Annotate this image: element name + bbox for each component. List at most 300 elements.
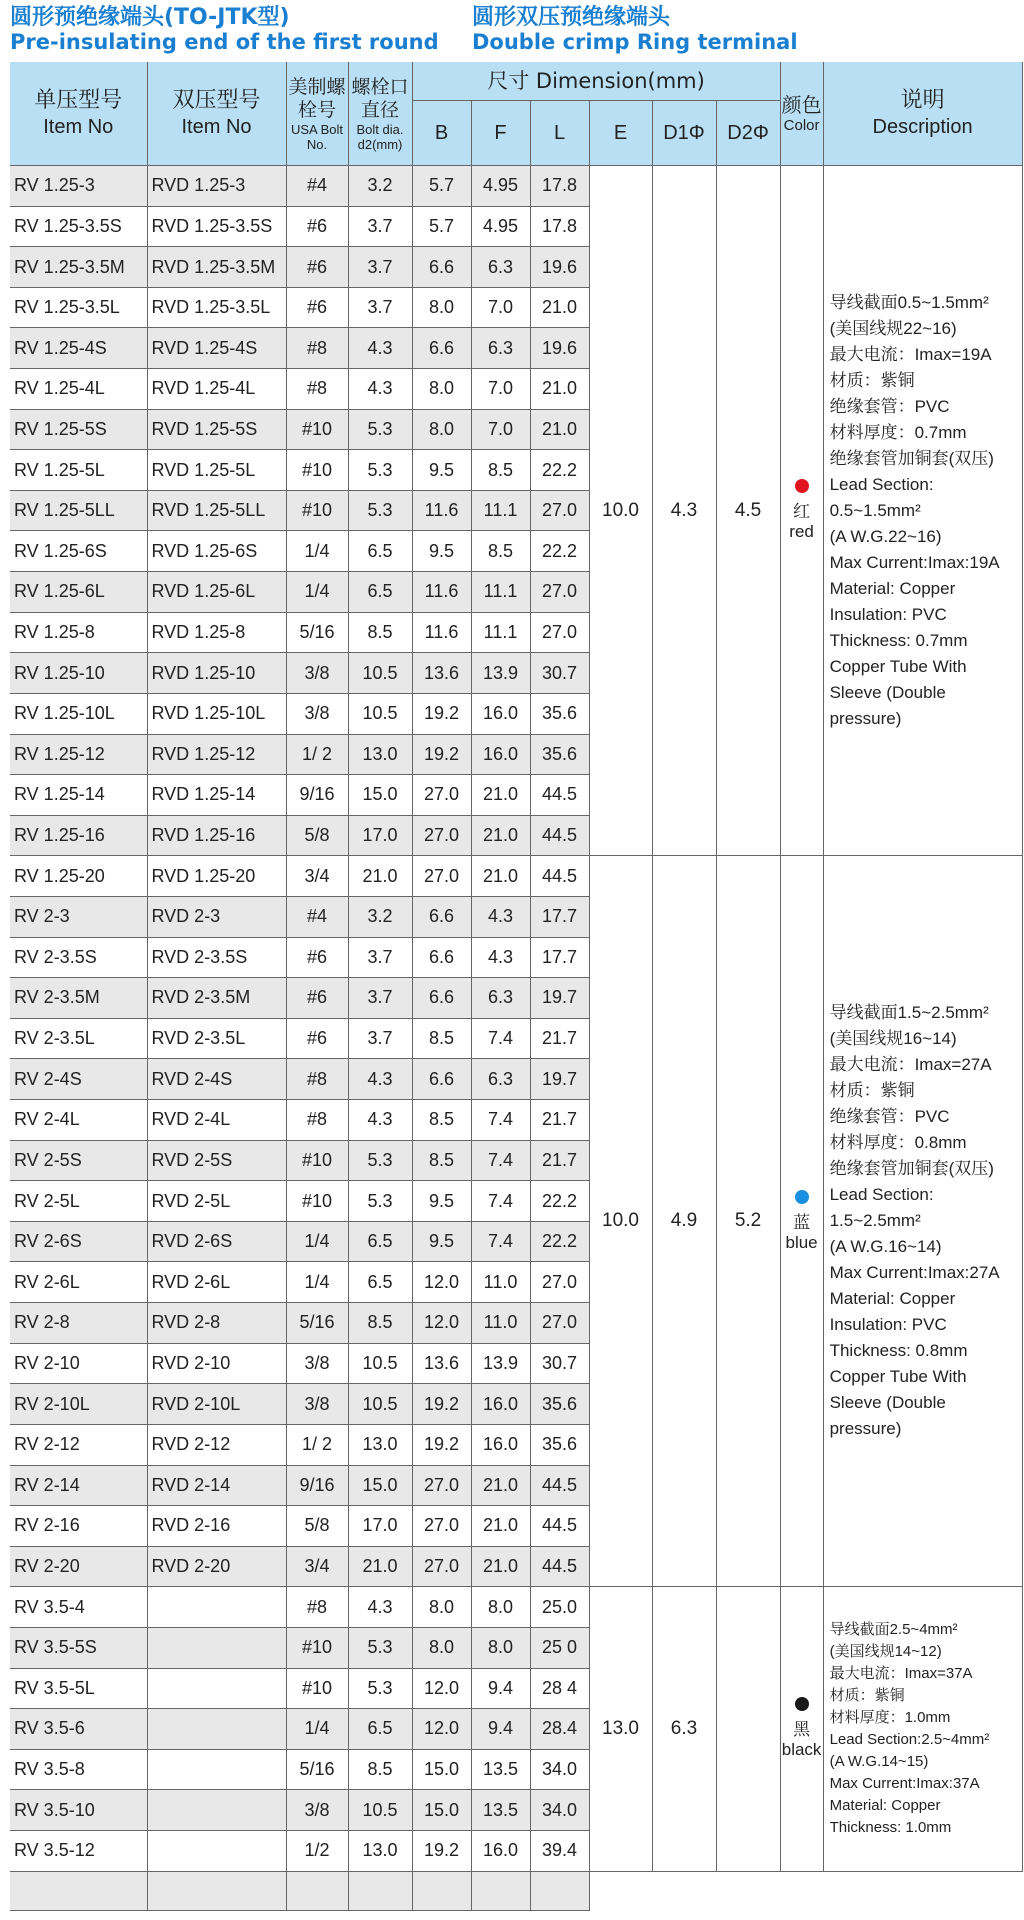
single-item-cell: RV 3.5-5S <box>10 1627 147 1668</box>
f-cell: 7.4 <box>471 1018 530 1059</box>
description-line: 1.5~2.5mm² <box>829 1211 921 1231</box>
filler-cell <box>10 1871 147 1910</box>
l-cell: 19.7 <box>530 1059 589 1100</box>
single-item-cell: RV 2-4L <box>10 1100 147 1141</box>
double-item-cell: RVD 1.25-5S <box>147 409 286 450</box>
description-line: Thickness: 0.7mm <box>829 630 968 650</box>
description-line: Copper Tube With <box>829 1367 967 1387</box>
l-cell: 21.0 <box>530 287 589 328</box>
b-cell: 12.0 <box>412 1668 471 1709</box>
usa-bolt-cell: 5/8 <box>286 1506 348 1547</box>
bolt-dia-cell: 5.3 <box>348 1627 412 1668</box>
b-cell: 11.6 <box>412 612 471 653</box>
f-cell: 21.0 <box>471 815 530 856</box>
usa-bolt-cell: #8 <box>286 1100 348 1141</box>
double-item-cell: RVD 2-10L <box>147 1384 286 1425</box>
bolt-dia-cell: 15.0 <box>348 775 412 816</box>
f-cell: 6.3 <box>471 328 530 369</box>
color-cell <box>780 1587 823 1871</box>
f-cell: 4.95 <box>471 166 530 207</box>
double-item-cell: RVD 1.25-16 <box>147 815 286 856</box>
l-cell: 19.6 <box>530 247 589 288</box>
description-line: Material: Copper <box>829 578 956 598</box>
color-label-cn: 红 <box>793 502 811 522</box>
description-line: Material: Copper <box>829 1289 956 1309</box>
f-cell: 7.0 <box>471 369 530 410</box>
description-line: 绝缘套管加铜套(双压) <box>829 1159 994 1179</box>
left-title-cn: 圆形预绝缘端头(TO-JTK型) <box>10 5 290 30</box>
double-item-cell: RVD 1.25-4S <box>147 328 286 369</box>
l-cell: 44.5 <box>530 1465 589 1506</box>
l-cell: 35.6 <box>530 1424 589 1465</box>
header-l: L <box>530 101 589 166</box>
usa-bolt-cell: #4 <box>286 896 348 937</box>
double-item-cell: RVD 2-3 <box>147 896 286 937</box>
description-line: 材料厚度：0.8mm <box>829 1133 967 1153</box>
bolt-dia-cell: 10.5 <box>348 1343 412 1384</box>
header-description: 说明 Description <box>823 62 1022 166</box>
b-cell: 15.0 <box>412 1749 471 1790</box>
usa-bolt-cell: 5/8 <box>286 815 348 856</box>
b-cell: 19.2 <box>412 693 471 734</box>
usa-bolt-cell: #10 <box>286 409 348 450</box>
l-cell: 39.4 <box>530 1830 589 1871</box>
f-cell: 21.0 <box>471 1465 530 1506</box>
l-cell: 17.8 <box>530 166 589 207</box>
single-item-cell: RV 1.25-3.5L <box>10 287 147 328</box>
b-cell: 9.5 <box>412 1181 471 1222</box>
single-item-cell: RV 2-16 <box>10 1506 147 1547</box>
usa-bolt-cell: 5/16 <box>286 1749 348 1790</box>
single-item-cell: RV 1.25-3.5M <box>10 247 147 288</box>
usa-bolt-cell: 1/4 <box>286 1262 348 1303</box>
description-line: Insulation: PVC <box>829 1315 947 1335</box>
l-cell: 21.7 <box>530 1018 589 1059</box>
double-item-cell: RVD 1.25-5L <box>147 450 286 491</box>
single-item-cell: RV 3.5-6 <box>10 1709 147 1750</box>
single-item-cell: RV 2-10L <box>10 1384 147 1425</box>
b-cell: 15.0 <box>412 1790 471 1831</box>
color-cell <box>780 166 823 856</box>
double-item-cell: RVD 1.25-5LL <box>147 490 286 531</box>
bolt-dia-cell: 5.3 <box>348 1668 412 1709</box>
double-item-cell: RVD 1.25-6S <box>147 531 286 572</box>
double-item-cell: RVD 1.25-12 <box>147 734 286 775</box>
description-line: 材料厚度：0.7mm <box>829 422 967 442</box>
b-cell: 12.0 <box>412 1709 471 1750</box>
usa-bolt-cell: #10 <box>286 490 348 531</box>
bolt-dia-cell: 17.0 <box>348 1506 412 1547</box>
description-line: Lead Section:2.5~4mm² <box>829 1730 990 1748</box>
single-item-cell: RV 1.25-6L <box>10 572 147 613</box>
bolt-dia-cell: 3.7 <box>348 247 412 288</box>
description-line: 材质：紫铜 <box>829 1686 905 1704</box>
b-cell: 6.6 <box>412 978 471 1019</box>
e-merged-cell: 10.0 <box>589 856 652 1587</box>
description-line: Max Current:Imax:19A <box>829 552 1000 572</box>
l-cell: 21.7 <box>530 1100 589 1141</box>
f-cell: 13.9 <box>471 653 530 694</box>
description-line: Lead Section: <box>829 1185 934 1205</box>
l-cell: 27.0 <box>530 612 589 653</box>
b-cell: 13.6 <box>412 653 471 694</box>
b-cell: 8.5 <box>412 1018 471 1059</box>
l-cell: 44.5 <box>530 1506 589 1547</box>
description-line: Material: Copper <box>829 1796 941 1814</box>
l-cell: 35.6 <box>530 734 589 775</box>
f-cell: 21.0 <box>471 775 530 816</box>
f-cell: 16.0 <box>471 734 530 775</box>
usa-bolt-cell: #8 <box>286 328 348 369</box>
l-cell: 28 4 <box>530 1668 589 1709</box>
double-item-cell: RVD 2-5L <box>147 1181 286 1222</box>
description-line: Thickness: 0.8mm <box>829 1341 968 1361</box>
double-item-cell: RVD 1.25-10 <box>147 653 286 694</box>
usa-bolt-cell: #6 <box>286 287 348 328</box>
bolt-dia-cell: 8.5 <box>348 1303 412 1344</box>
single-item-cell: RV 2-20 <box>10 1546 147 1587</box>
usa-bolt-cell: 3/8 <box>286 1790 348 1831</box>
usa-bolt-cell: 1/4 <box>286 572 348 613</box>
single-item-cell: RV 1.25-20 <box>10 856 147 897</box>
right-title-cn: 圆形双压预绝缘端头 <box>472 5 671 30</box>
bolt-dia-cell: 15.0 <box>348 1465 412 1506</box>
description-line: (A W.G.16~14) <box>829 1237 942 1257</box>
b-cell: 12.0 <box>412 1303 471 1344</box>
color-dot-icon <box>795 479 809 493</box>
single-item-cell: RV 2-6L <box>10 1262 147 1303</box>
double-item-cell: RVD 2-3.5M <box>147 978 286 1019</box>
b-cell: 5.7 <box>412 166 471 207</box>
f-cell: 6.3 <box>471 247 530 288</box>
double-item-cell <box>147 1668 286 1709</box>
header-color: 颜色 Color <box>780 62 823 166</box>
usa-bolt-cell: #6 <box>286 978 348 1019</box>
single-item-cell: RV 2-5L <box>10 1181 147 1222</box>
b-cell: 8.0 <box>412 1587 471 1628</box>
description-line: 材质：紫铜 <box>829 1081 915 1101</box>
usa-bolt-cell: #8 <box>286 1059 348 1100</box>
bolt-dia-cell: 3.7 <box>348 937 412 978</box>
bolt-dia-cell: 6.5 <box>348 531 412 572</box>
d2-merged-cell: 4.5 <box>716 166 780 856</box>
filler-cell <box>348 1871 412 1910</box>
f-cell: 11.1 <box>471 572 530 613</box>
color-label-en: red <box>789 522 814 542</box>
double-item-cell: RVD 1.25-3.5S <box>147 206 286 247</box>
l-cell: 25.0 <box>530 1587 589 1628</box>
double-item-cell: RVD 1.25-14 <box>147 775 286 816</box>
f-cell: 8.0 <box>471 1587 530 1628</box>
table-row <box>10 856 1022 897</box>
description-line: 绝缘套管：PVC <box>829 1107 950 1127</box>
f-cell: 11.0 <box>471 1262 530 1303</box>
terminal-spec-table <box>10 62 1023 1911</box>
b-cell: 27.0 <box>412 815 471 856</box>
l-cell: 27.0 <box>530 572 589 613</box>
double-item-cell: RVD 1.25-8 <box>147 612 286 653</box>
single-item-cell: RV 3.5-5L <box>10 1668 147 1709</box>
single-item-cell: RV 1.25-5LL <box>10 490 147 531</box>
b-cell: 27.0 <box>412 775 471 816</box>
l-cell: 27.0 <box>530 490 589 531</box>
bolt-dia-cell: 13.0 <box>348 1424 412 1465</box>
single-item-cell: RV 2-3.5L <box>10 1018 147 1059</box>
double-item-cell <box>147 1749 286 1790</box>
table-row <box>10 1587 1022 1628</box>
header-double-item: 双压型号 Item No <box>147 62 286 166</box>
color-dot-icon <box>795 1190 809 1204</box>
b-cell: 19.2 <box>412 1424 471 1465</box>
description-line: 导线截面1.5~2.5mm² <box>829 1003 989 1023</box>
usa-bolt-cell: 3/4 <box>286 1546 348 1587</box>
l-cell: 27.0 <box>530 1303 589 1344</box>
usa-bolt-cell: #10 <box>286 450 348 491</box>
double-item-cell <box>147 1587 286 1628</box>
bolt-dia-cell: 4.3 <box>348 369 412 410</box>
double-item-cell: RVD 2-4L <box>147 1100 286 1141</box>
single-item-cell: RV 1.25-4L <box>10 369 147 410</box>
b-cell: 27.0 <box>412 1506 471 1547</box>
description-line: (美国线规22~16) <box>829 318 957 338</box>
usa-bolt-cell: #10 <box>286 1668 348 1709</box>
bolt-dia-cell: 3.7 <box>348 1018 412 1059</box>
l-cell: 44.5 <box>530 856 589 897</box>
header-single-item: 单压型号 Item No <box>10 62 147 166</box>
l-cell: 35.6 <box>530 693 589 734</box>
single-item-cell: RV 3.5-12 <box>10 1830 147 1871</box>
bolt-dia-cell: 5.3 <box>348 490 412 531</box>
description-cell <box>823 1587 1022 1871</box>
double-item-cell: RVD 2-3.5L <box>147 1018 286 1059</box>
single-item-cell: RV 2-4S <box>10 1059 147 1100</box>
description-cell <box>823 856 1022 1587</box>
f-cell: 9.4 <box>471 1668 530 1709</box>
l-cell: 21.0 <box>530 409 589 450</box>
f-cell: 4.95 <box>471 206 530 247</box>
header-b: B <box>412 101 471 166</box>
b-cell: 8.0 <box>412 369 471 410</box>
description-line: pressure) <box>829 708 902 728</box>
f-cell: 7.0 <box>471 409 530 450</box>
description-line: Sleeve (Double <box>829 682 946 702</box>
double-item-cell: RVD 2-5S <box>147 1140 286 1181</box>
d2-merged-cell <box>716 1587 780 1871</box>
b-cell: 9.5 <box>412 450 471 491</box>
double-item-cell <box>147 1709 286 1750</box>
l-cell: 27.0 <box>530 1262 589 1303</box>
description-line: Copper Tube With <box>829 656 967 676</box>
usa-bolt-cell: 1/ 2 <box>286 734 348 775</box>
f-cell: 8.5 <box>471 531 530 572</box>
description-line: 导线截面2.5~4mm² <box>829 1620 958 1638</box>
bolt-dia-cell: 10.5 <box>348 693 412 734</box>
l-cell: 22.2 <box>530 531 589 572</box>
l-cell: 30.7 <box>530 653 589 694</box>
f-cell: 4.3 <box>471 896 530 937</box>
l-cell: 34.0 <box>530 1790 589 1831</box>
filler-cell <box>147 1871 286 1910</box>
d1-merged-cell: 6.3 <box>652 1587 716 1871</box>
bolt-dia-cell: 3.2 <box>348 896 412 937</box>
b-cell: 5.7 <box>412 206 471 247</box>
header-usa-bolt: 美制螺栓号 USA Bolt No. <box>286 62 348 166</box>
f-cell: 9.4 <box>471 1709 530 1750</box>
f-cell: 7.0 <box>471 287 530 328</box>
f-cell: 7.4 <box>471 1100 530 1141</box>
bolt-dia-cell: 5.3 <box>348 1140 412 1181</box>
description-line: 最大电流：Imax=37A <box>829 1664 973 1682</box>
bolt-dia-cell: 5.3 <box>348 1181 412 1222</box>
f-cell: 21.0 <box>471 856 530 897</box>
usa-bolt-cell: #6 <box>286 247 348 288</box>
bolt-dia-cell: 4.3 <box>348 1587 412 1628</box>
d1-merged-cell: 4.9 <box>652 856 716 1587</box>
single-item-cell: RV 1.25-5L <box>10 450 147 491</box>
single-item-cell: RV 1.25-10L <box>10 693 147 734</box>
double-item-cell: RVD 1.25-20 <box>147 856 286 897</box>
bolt-dia-cell: 5.3 <box>348 409 412 450</box>
description-line: Insulation: PVC <box>829 604 947 624</box>
color-cell <box>780 856 823 1587</box>
bolt-dia-cell: 6.5 <box>348 1262 412 1303</box>
b-cell: 19.2 <box>412 1830 471 1871</box>
f-cell: 13.5 <box>471 1790 530 1831</box>
b-cell: 8.5 <box>412 1100 471 1141</box>
double-item-cell: RVD 2-20 <box>147 1546 286 1587</box>
description-line: 材料厚度：1.0mm <box>829 1708 951 1726</box>
d1-merged-cell: 4.3 <box>652 166 716 856</box>
l-cell: 44.5 <box>530 815 589 856</box>
single-item-cell: RV 3.5-8 <box>10 1749 147 1790</box>
f-cell: 6.3 <box>471 978 530 1019</box>
l-cell: 35.6 <box>530 1384 589 1425</box>
description-line: 0.5~1.5mm² <box>829 500 921 520</box>
double-item-cell: RVD 2-6L <box>147 1262 286 1303</box>
color-label-cn: 黑 <box>793 1720 811 1740</box>
bolt-dia-cell: 3.7 <box>348 978 412 1019</box>
b-cell: 9.5 <box>412 1221 471 1262</box>
l-cell: 44.5 <box>530 1546 589 1587</box>
b-cell: 13.6 <box>412 1343 471 1384</box>
double-item-cell: RVD 2-8 <box>147 1303 286 1344</box>
double-item-cell: RVD 2-6S <box>147 1221 286 1262</box>
single-item-cell: RV 2-6S <box>10 1221 147 1262</box>
b-cell: 8.0 <box>412 287 471 328</box>
bolt-dia-cell: 6.5 <box>348 1709 412 1750</box>
usa-bolt-cell: 5/16 <box>286 612 348 653</box>
f-cell: 16.0 <box>471 1424 530 1465</box>
b-cell: 6.6 <box>412 896 471 937</box>
usa-bolt-cell: #6 <box>286 937 348 978</box>
single-item-cell: RV 2-3.5S <box>10 937 147 978</box>
filler-row <box>10 1871 1022 1910</box>
f-cell: 7.4 <box>471 1181 530 1222</box>
double-item-cell <box>147 1830 286 1871</box>
e-merged-cell: 13.0 <box>589 1587 652 1871</box>
b-cell: 8.5 <box>412 1140 471 1181</box>
bolt-dia-cell: 13.0 <box>348 1830 412 1871</box>
description-line: pressure) <box>829 1419 902 1439</box>
f-cell: 11.0 <box>471 1303 530 1344</box>
header-d1: D1Φ <box>652 101 716 166</box>
b-cell: 11.6 <box>412 490 471 531</box>
single-item-cell: RV 1.25-16 <box>10 815 147 856</box>
header-f: F <box>471 101 530 166</box>
double-item-cell: RVD 1.25-4L <box>147 369 286 410</box>
usa-bolt-cell: 3/8 <box>286 1384 348 1425</box>
double-item-cell: RVD 1.25-3.5M <box>147 247 286 288</box>
bolt-dia-cell: 4.3 <box>348 328 412 369</box>
color-label-en: blue <box>785 1232 818 1252</box>
bolt-dia-cell: 4.3 <box>348 1059 412 1100</box>
double-item-cell: RVD 2-12 <box>147 1424 286 1465</box>
b-cell: 11.6 <box>412 572 471 613</box>
description-line: (A W.G.22~16) <box>829 526 942 546</box>
f-cell: 4.3 <box>471 937 530 978</box>
bolt-dia-cell: 6.5 <box>348 1221 412 1262</box>
single-item-cell: RV 3.5-4 <box>10 1587 147 1628</box>
single-item-cell: RV 1.25-3 <box>10 166 147 207</box>
usa-bolt-cell: 3/8 <box>286 1343 348 1384</box>
bolt-dia-cell: 21.0 <box>348 1546 412 1587</box>
double-item-cell: RVD 2-14 <box>147 1465 286 1506</box>
bolt-dia-cell: 3.7 <box>348 206 412 247</box>
description-line: Max Current:Imax:27A <box>829 1263 1000 1283</box>
double-item-cell: RVD 2-4S <box>147 1059 286 1100</box>
description-line: Max Current:Imax:37A <box>829 1774 980 1792</box>
double-item-cell: RVD 2-3.5S <box>147 937 286 978</box>
filler-cell <box>530 1871 589 1910</box>
header-dimension: 尺寸 Dimension(mm) <box>412 62 780 101</box>
left-title-block <box>10 6 439 54</box>
description-line: (美国线规16~14) <box>829 1029 957 1049</box>
description-line: Sleeve (Double <box>829 1393 946 1413</box>
single-item-cell: RV 1.25-12 <box>10 734 147 775</box>
l-cell: 19.6 <box>530 328 589 369</box>
usa-bolt-cell: #10 <box>286 1181 348 1222</box>
f-cell: 13.9 <box>471 1343 530 1384</box>
usa-bolt-cell: 1/4 <box>286 1709 348 1750</box>
usa-bolt-cell: 1/2 <box>286 1830 348 1871</box>
description-line: Thickness: 1.0mm <box>829 1818 952 1836</box>
bolt-dia-cell: 3.7 <box>348 287 412 328</box>
filler-cell <box>286 1871 348 1910</box>
single-item-cell: RV 2-3 <box>10 896 147 937</box>
header-bolt-dia: 螺栓口直径 Bolt dia. d2(mm) <box>348 62 412 166</box>
f-cell: 13.5 <box>471 1749 530 1790</box>
l-cell: 44.5 <box>530 775 589 816</box>
f-cell: 7.4 <box>471 1221 530 1262</box>
b-cell: 6.6 <box>412 1059 471 1100</box>
color-dot-icon <box>795 1697 809 1711</box>
usa-bolt-cell: #10 <box>286 1140 348 1181</box>
bolt-dia-cell: 10.5 <box>348 1790 412 1831</box>
f-cell: 16.0 <box>471 693 530 734</box>
double-item-cell: RVD 1.25-6L <box>147 572 286 613</box>
right-title-en: Double crimp Ring terminal <box>472 30 798 54</box>
l-cell: 21.0 <box>530 369 589 410</box>
filler-cell <box>412 1871 471 1910</box>
description-cell <box>823 166 1022 856</box>
bolt-dia-cell: 8.5 <box>348 612 412 653</box>
spec-body <box>10 166 1022 1911</box>
header-e: E <box>589 101 652 166</box>
l-cell: 19.7 <box>530 978 589 1019</box>
double-item-cell <box>147 1790 286 1831</box>
double-item-cell: RVD 2-10 <box>147 1343 286 1384</box>
bolt-dia-cell: 4.3 <box>348 1100 412 1141</box>
